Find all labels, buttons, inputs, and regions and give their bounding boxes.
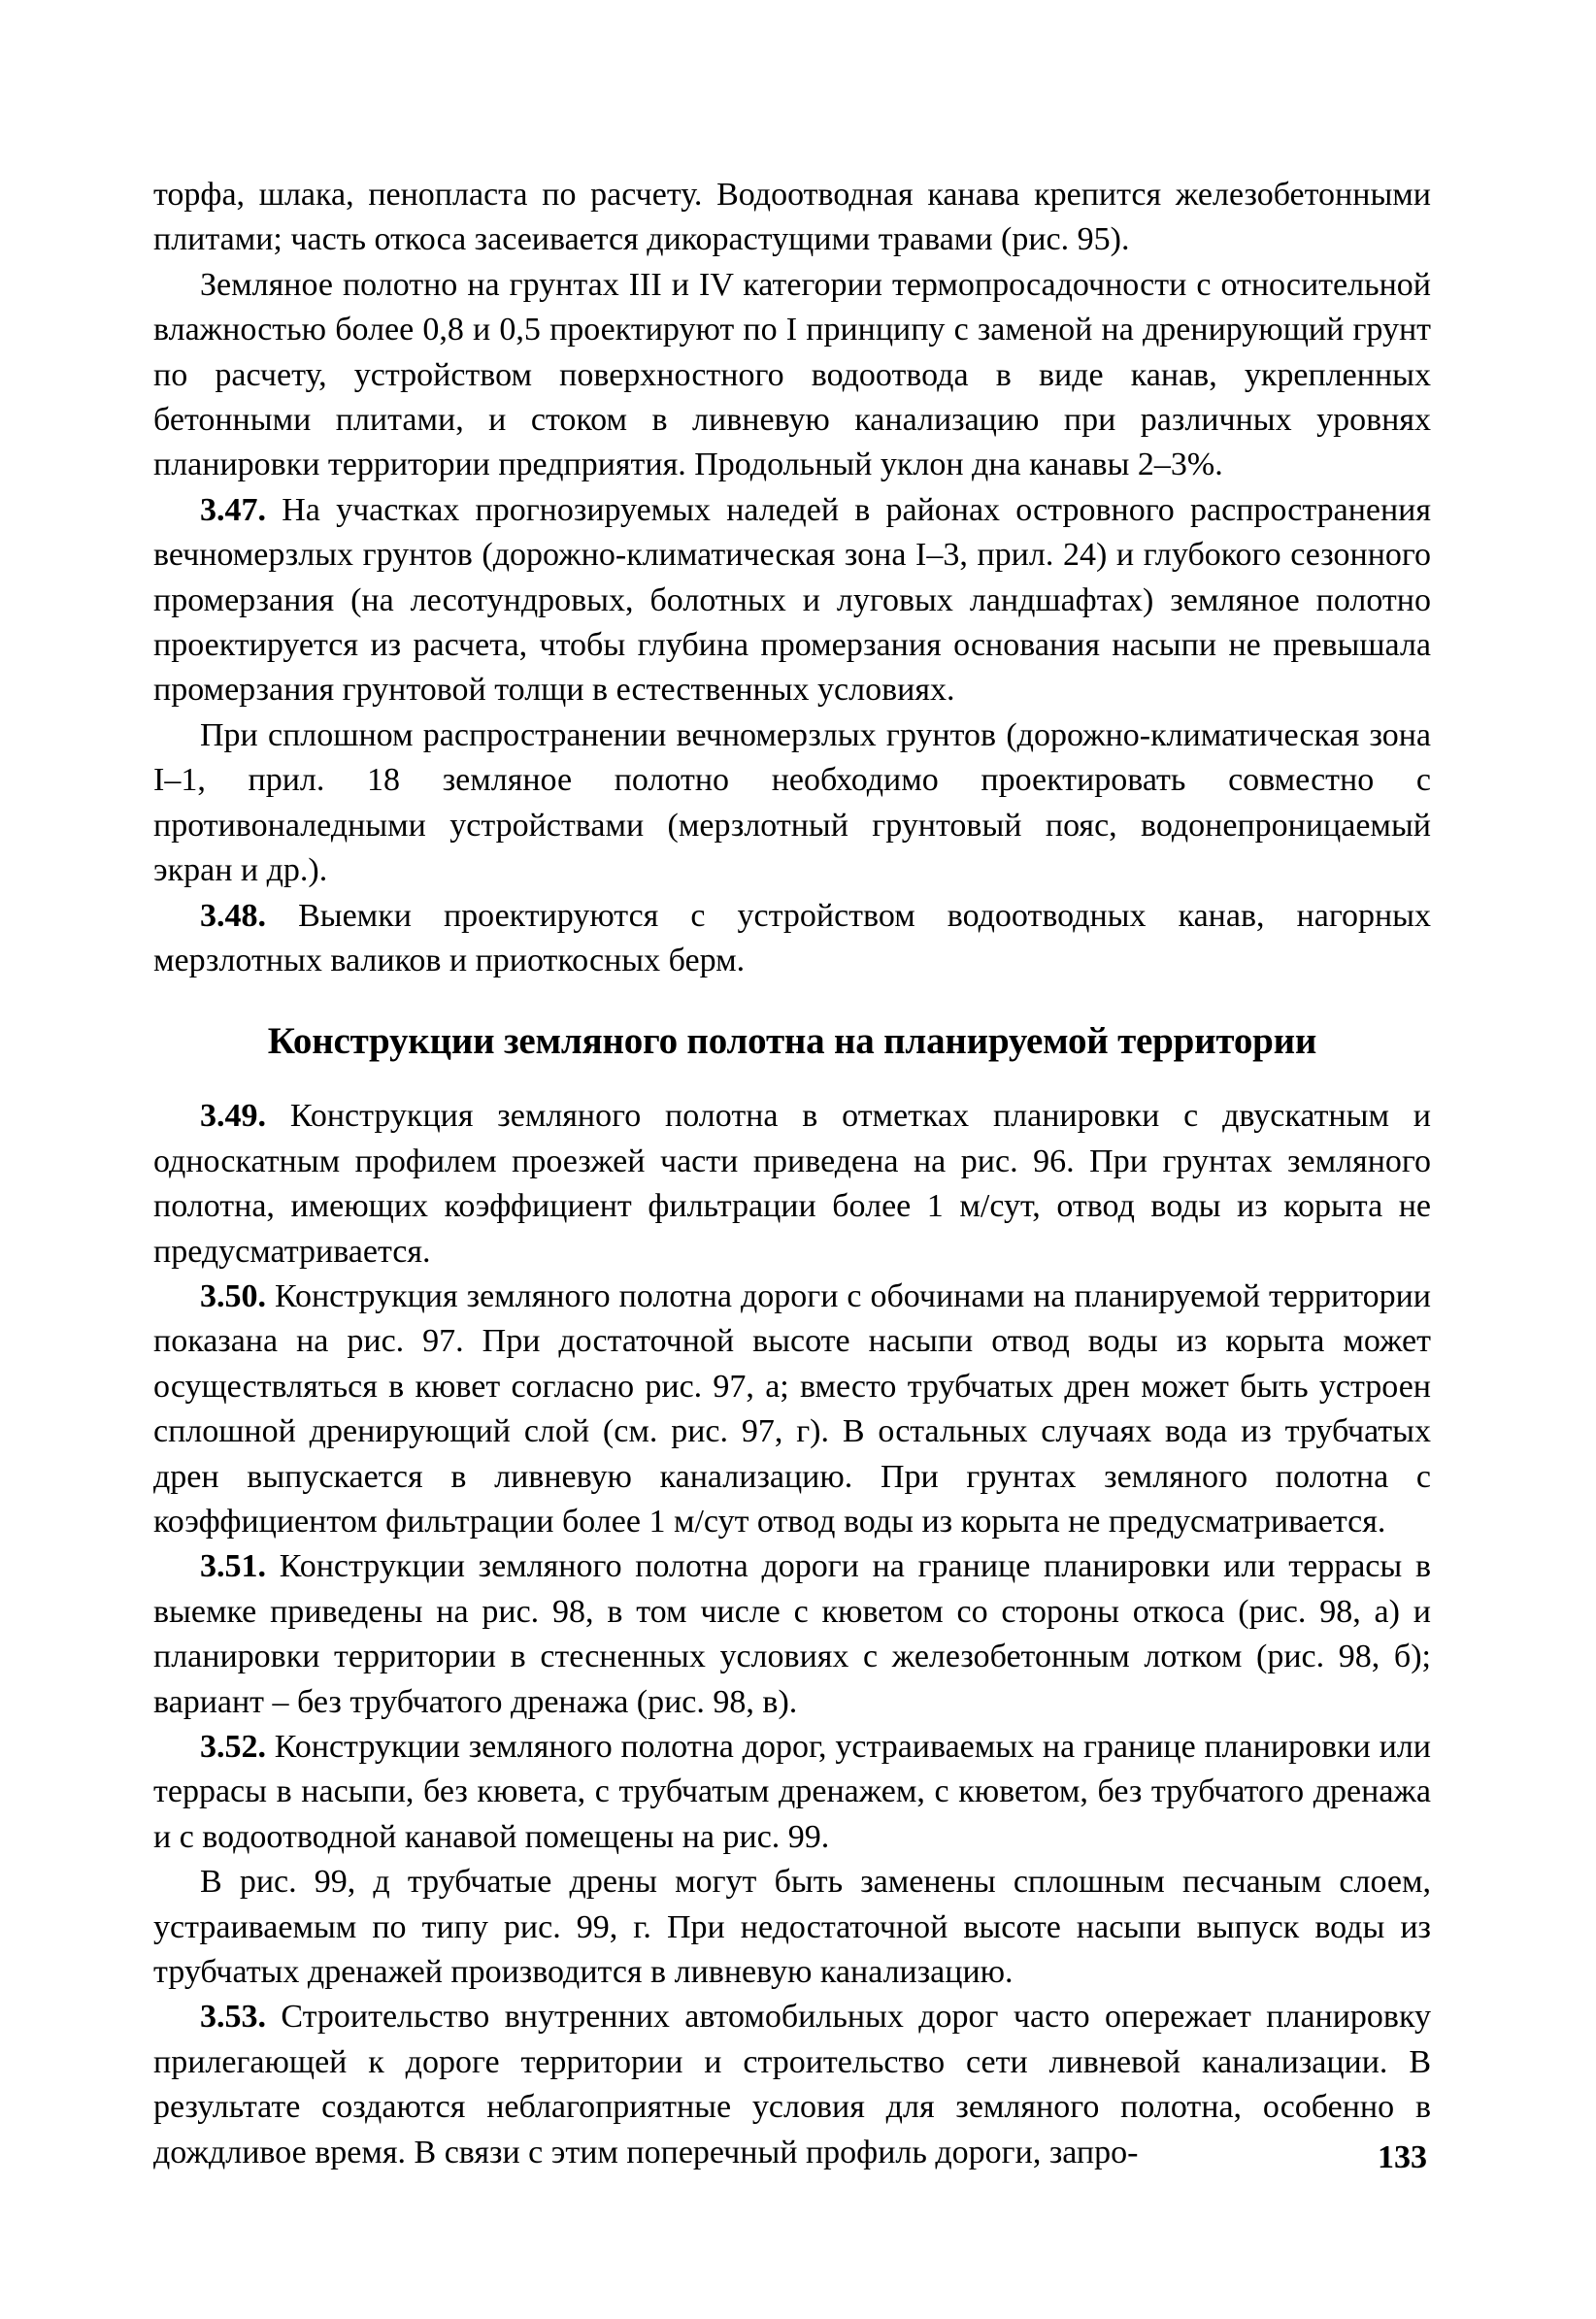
- paragraph-text: На участках прогнозируемых наледей в районах островного распространения вечномерзлых грунтов (дорожно-климатическая зона I–3, прил. 24) и глубокого сезонного промерзания (на лесотундровых, болотных и луговых ландшафтах) земляное полотно проектируется из расчета, чтобы глубина промерзания основания насыпи не превышала промерзания грунтовой толщи в естественных условиях.: [153, 491, 1432, 709]
- paragraph-text: Конструкция земляного полотна дороги с обочинами на планируемой территории показана на рис. 97. При достаточной высоте насыпи отвод воды из корыта может осуществляться в кювет согласно рис. 97, а; вместо трубчатых дрен может быть устроен сплошной дренирующий слой (см. рис. 97, г). В остальных случаях вода из трубчатых дрен выпускается в ливневую канализацию. При грунтах земляного полотна с коэффициентом фильтрации более 1 м/сут отвод воды из корыта не предусматривается.: [153, 1277, 1431, 1540]
- paragraph: [153, 488, 1431, 713]
- clause-number: 3.52.: [200, 1729, 266, 1765]
- paragraph: [153, 1094, 1431, 1275]
- paragraph-text: Конструкции земляного полотна дороги на границе планировки или террасы в выемке приведены на рис. 98, в том числе с кюветом со стороны откоса (рис. 98, а) и планировки территории в стесненных условиях с железобетонным лотком (рис. 98, б); вариант – без трубчатого дренажа (рис. 98, в).: [153, 1548, 1431, 1720]
- paragraph: [153, 1275, 1431, 1544]
- paragraph: [153, 1995, 1431, 2175]
- clause-number: 3.53.: [200, 1999, 266, 2036]
- paragraph-text: торфа, шлака, пенопласта по расчету. Водоотводная канава крепится железобетонными плитами; часть откоса засеивается дикорастущими травами (рис. 95).: [153, 177, 1431, 258]
- paragraph-text: Строительство внутренних автомобильных дорог часто опережает планировку прилегающей к дороге территории и строительство сети ливневой канализации. В результате создаются неблагоприятные условия для земляного полотна, особенно в дождливое время. В связи с этим поперечный профиль дороги, запро-: [153, 1999, 1432, 2170]
- clause-number: 3.47.: [200, 491, 266, 528]
- paragraph-text: При сплошном распространении вечномерзлых грунтов (дорожно-климатическая зона I–1, прил. 18 земляное полотно необходимо проектировать совместно с противоналедными устройствами (мерзлотный грунтовый пояс, водонепроницаемый экран и др.).: [153, 716, 1431, 889]
- paragraph: [153, 894, 1431, 984]
- paragraph-text: В рис. 99, д трубчатые дрены могут быть заменены сплошным песчаным слоем, устраиваемым по типу рис. 99, г. При недостаточной высоте насыпи выпуск воды из трубчатых дренажей производится в ливневую канализацию.: [153, 1864, 1431, 1991]
- paragraph: [153, 1860, 1431, 1995]
- clause-number: 3.51.: [200, 1548, 266, 1585]
- paragraph-text: Конструкции земляного полотна дорог, устраиваемых на границе планировки или террасы в насыпи, без кювета, с трубчатым дренажем, с кюветом, без трубчатого дренажа и с водоотводной канавой помещены на рис. 99.: [153, 1729, 1431, 1855]
- clause-number: 3.48.: [200, 897, 266, 934]
- text-block-bottom: [153, 1094, 1431, 2175]
- clause-number: 3.50.: [200, 1277, 266, 1314]
- section-heading: Конструкции земляного полотна на планируемой территории: [267, 1020, 1317, 1063]
- paragraph: [153, 1725, 1431, 1860]
- document-body: [153, 173, 1431, 2175]
- text-block-top: [153, 173, 1431, 983]
- page-number: 133: [1378, 2139, 1427, 2175]
- clause-number: 3.49.: [200, 1098, 266, 1135]
- paragraph: [153, 263, 1431, 488]
- paragraph-text: Выемки проектируются с устройством водоотводных канав, нагорных мерзлотных валиков и приоткосных берм.: [153, 897, 1431, 978]
- paragraph: [153, 1544, 1431, 1725]
- paragraph-text: Земляное полотно на грунтах III и IV категории термопросадочности с относительной влажностью более 0,8 и 0,5 проектируют по I принципу с заменой на дренирующий грунт по расчету, устройством поверхностного водоотвода в виде канав, укрепленных бетонными плитами, и стоком в ливневую канализацию при различных уровнях планировки территории предприятия. Продольный уклон дна канавы 2–3%.: [153, 266, 1431, 483]
- paragraph: [153, 713, 1431, 894]
- paragraph: [153, 173, 1431, 263]
- paragraph-text: Конструкция земляного полотна в отметках планировки с двускатным и односкатным профилем проезжей части приведена на рис. 96. При грунтах земляного полотна, имеющих коэффициент фильтрации более 1 м/сут, отвод воды из корыта не предусматривается.: [153, 1098, 1432, 1270]
